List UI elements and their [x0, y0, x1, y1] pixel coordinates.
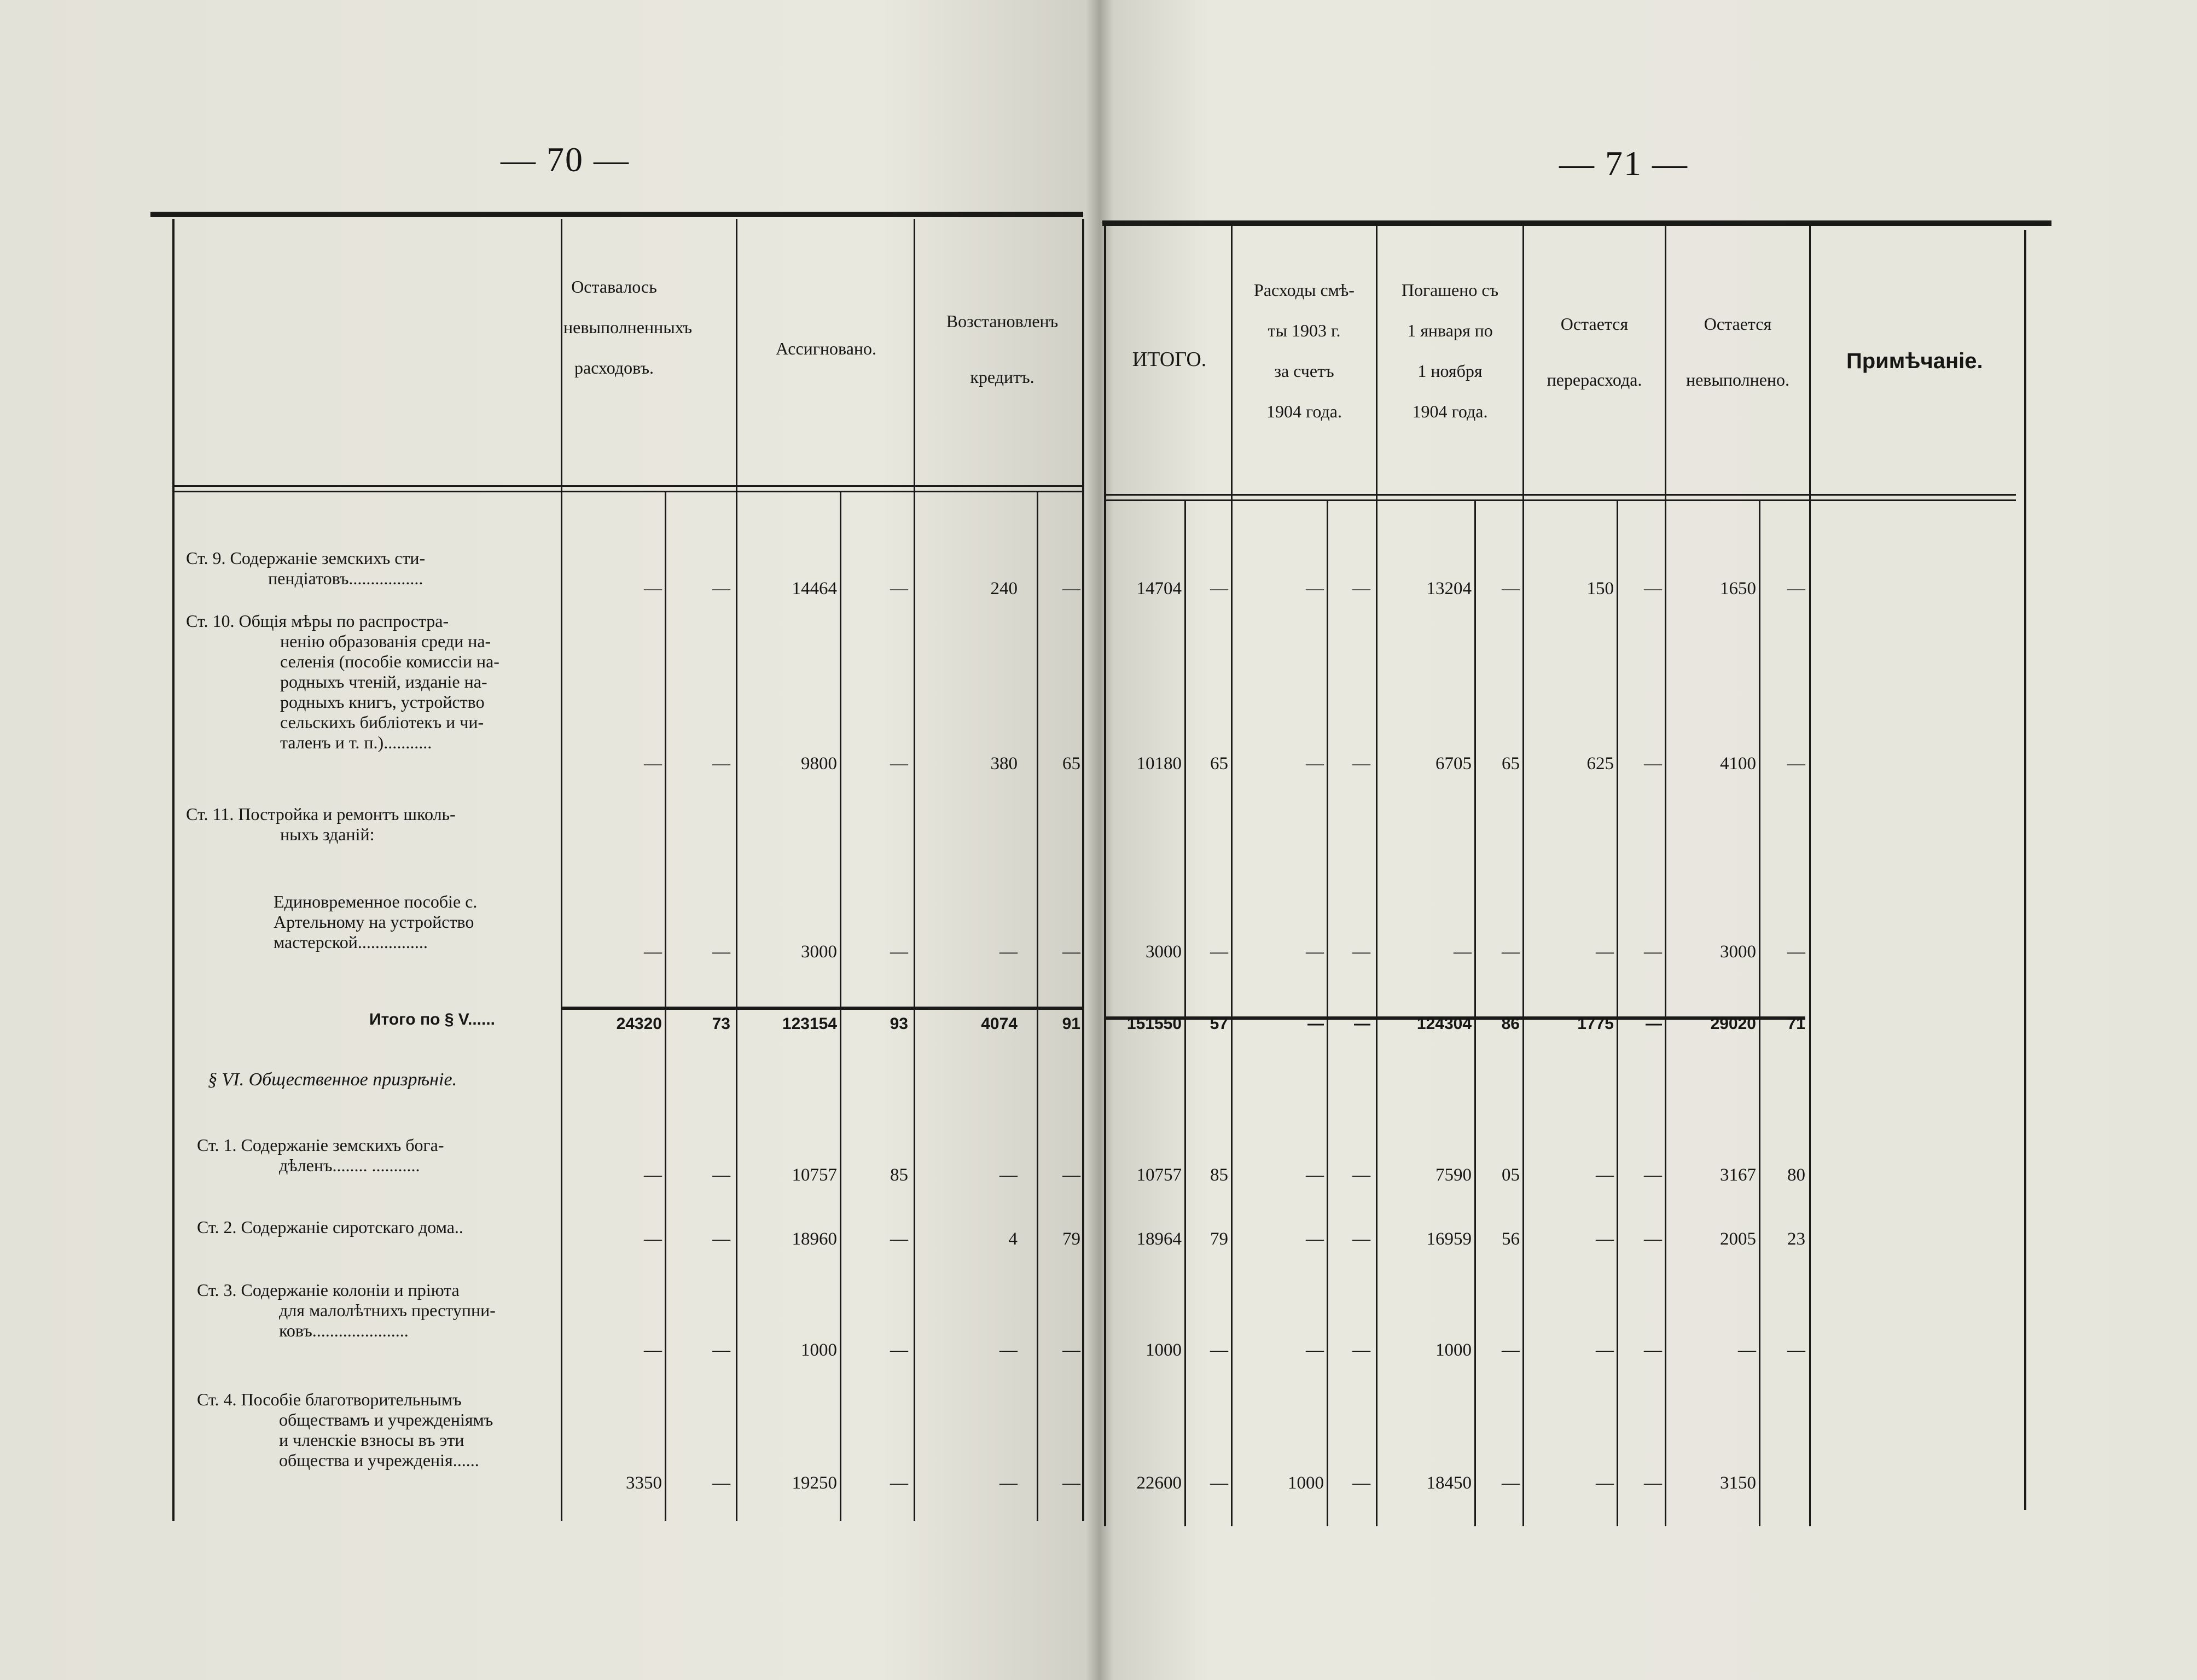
col-border	[1082, 219, 1084, 1521]
table-cell-tot-r: 18964	[1136, 1229, 1182, 1249]
table-cell-exp-k: —	[1352, 1229, 1370, 1249]
table-cell-res-k: 79	[1062, 1229, 1080, 1249]
col-border	[1184, 501, 1186, 1526]
table-cell-asg-k: —	[890, 579, 908, 598]
col-border	[1759, 501, 1760, 1526]
table-cell-rem-k: —	[712, 1229, 730, 1249]
table-cell-rep-r: 124304	[1416, 1015, 1472, 1033]
table-cell-exp-k: —	[1352, 754, 1370, 774]
table-cell-exp-k: —	[1352, 579, 1370, 598]
table-cell-rem-k: —	[712, 942, 730, 962]
table-cell-tot-r: 10757	[1136, 1165, 1182, 1185]
col-border	[1474, 501, 1476, 1526]
table-cell-ovr-r: 150	[1586, 579, 1614, 598]
table-cell-rep-k: —	[1502, 1340, 1520, 1360]
table-cell-rep-k: —	[1502, 942, 1520, 962]
row-label-artel: Единовременное пособіе с. Артельному на устройство мастерской................	[274, 892, 478, 952]
table-cell-exp-r: —	[1306, 1229, 1324, 1249]
table-cell-res-r: 240	[990, 579, 1018, 598]
col-border	[561, 219, 562, 1521]
table-cell-rep-k: —	[1502, 1473, 1520, 1493]
table-cell-exp-r: —	[1306, 1165, 1324, 1185]
table-cell-rem-r: —	[644, 942, 662, 962]
table-cell-asg-r: 10757	[792, 1165, 837, 1185]
header-total: ИТОГО.	[1132, 348, 1207, 371]
table-cell-ovr-k: —	[1644, 942, 1662, 962]
table-cell-tot-r: 14704	[1136, 579, 1182, 598]
table-cell-tot-k: 79	[1210, 1229, 1228, 1249]
table-cell-exp-r: 1000	[1288, 1473, 1324, 1493]
table-cell-rem-r: —	[644, 1340, 662, 1360]
row-label-vi-st2: Ст. 2. Содержаніе сиротскаго дома..	[197, 1217, 463, 1237]
table-cell-unf-r: 3150	[1720, 1473, 1756, 1493]
header-expenses: Расходы смѣ- ты 1903 г. за счетъ 1904 года.	[1254, 280, 1355, 421]
col-border	[2024, 230, 2026, 1510]
table-cell-unf-k: —	[1787, 1340, 1805, 1360]
table-cell-res-r: 4074	[981, 1015, 1018, 1033]
table-cell-unf-r: 1650	[1720, 579, 1756, 598]
table-cell-rem-r: —	[644, 754, 662, 774]
section-heading-vi: § VI. Общественное призрѣніе.	[208, 1069, 457, 1090]
table-cell-tot-k: —	[1210, 1340, 1228, 1360]
top-rule-left	[150, 212, 1083, 217]
col-border	[1665, 224, 1666, 1526]
table-cell-exp-k: —	[1352, 1165, 1370, 1185]
table-cell-rep-k: 86	[1501, 1015, 1520, 1033]
row-label-st10: Ст. 10. Общія мѣры по распростра- ненію образованія среди на- селенія (пособіе комиссіи на- родныхъ чтеній, изданіе на- родныхъ книгъ, устройство сельскихъ библіотекъ и чи- таленъ и т. п.)...........	[186, 611, 499, 752]
table-cell-tot-r: 1000	[1146, 1340, 1182, 1360]
table-cell-rep-r: 13204	[1426, 579, 1472, 598]
table-cell-rem-k: 73	[712, 1015, 730, 1033]
row-label-vi-st1: Ст. 1. Содержаніе земскихъ бога- дѣленъ........ ...........	[197, 1135, 444, 1175]
header-remaining: Оставалось невыполненныхъ расходовъ.	[563, 277, 693, 377]
table-cell-ovr-k: —	[1644, 1229, 1662, 1249]
table-cell-res-r: —	[999, 942, 1018, 962]
col-border	[1617, 501, 1618, 1526]
table-cell-ovr-r: 625	[1586, 754, 1614, 774]
table-cell-tot-k: 57	[1210, 1015, 1228, 1033]
table-cell-ovr-r: —	[1596, 1165, 1614, 1185]
total-rule-left	[561, 1007, 1083, 1010]
table-cell-asg-k: 85	[890, 1165, 908, 1185]
header-rule-left-a	[172, 485, 1083, 487]
table-cell-rep-r: 7590	[1435, 1165, 1472, 1185]
table-cell-ovr-k: —	[1644, 1473, 1662, 1493]
table-cell-tot-r: 22600	[1136, 1473, 1182, 1493]
table-cell-asg-k: —	[890, 1229, 908, 1249]
table-cell-unf-k: —	[1787, 754, 1805, 774]
book-gutter	[1086, 0, 1113, 1680]
table-cell-rep-k: —	[1502, 579, 1520, 598]
top-rule-right	[1102, 220, 2051, 226]
table-cell-tot-r: 3000	[1146, 942, 1182, 962]
table-cell-rep-k: 56	[1502, 1229, 1520, 1249]
table-cell-unf-k: —	[1787, 942, 1805, 962]
table-cell-tot-k: —	[1210, 579, 1228, 598]
table-cell-asg-r: 3000	[801, 942, 837, 962]
table-cell-tot-r: 151550	[1126, 1015, 1182, 1033]
table-cell-asg-r: 123154	[782, 1015, 837, 1033]
table-cell-rem-k: —	[712, 754, 730, 774]
table-cell-unf-k: 23	[1787, 1229, 1805, 1249]
col-border	[736, 219, 737, 1521]
table-cell-rem-k: —	[712, 579, 730, 598]
col-border	[172, 219, 175, 1521]
table-cell-ovr-r: —	[1596, 1229, 1614, 1249]
header-unfulfilled: Остается невыполнено.	[1685, 314, 1790, 390]
header-assigned: Ассигновано.	[775, 339, 877, 358]
table-cell-asg-r: 14464	[792, 579, 837, 598]
table-cell-exp-r: —	[1306, 942, 1324, 962]
table-cell-rem-k: —	[712, 1165, 730, 1185]
table-cell-tot-k: 85	[1210, 1165, 1228, 1185]
table-cell-tot-k: 65	[1210, 754, 1228, 774]
table-cell-exp-r: —	[1306, 754, 1324, 774]
header-rule-right-a	[1105, 494, 2016, 496]
table-cell-ovr-k: —	[1644, 579, 1662, 598]
table-cell-unf-r: 3000	[1720, 942, 1756, 962]
table-cell-asg-k: —	[890, 754, 908, 774]
header-rule-left-b	[172, 491, 1083, 492]
table-cell-exp-r: —	[1307, 1015, 1324, 1033]
table-cell-rem-r: —	[644, 579, 662, 598]
table-cell-unf-r: 3167	[1720, 1165, 1756, 1185]
table-cell-rem-k: —	[712, 1340, 730, 1360]
table-cell-rem-k: —	[712, 1473, 730, 1493]
table-cell-ovr-k: —	[1646, 1015, 1662, 1033]
table-cell-exp-k: —	[1354, 1015, 1370, 1033]
table-cell-res-r: 4	[1008, 1229, 1018, 1249]
table-cell-rep-r: 18450	[1426, 1473, 1472, 1493]
table-cell-ovr-r: —	[1596, 1473, 1614, 1493]
right-page	[1100, 0, 2197, 1680]
table-cell-unf-r: —	[1738, 1340, 1756, 1360]
table-cell-res-k: —	[1062, 1165, 1080, 1185]
table-cell-unf-r: 29020	[1710, 1015, 1756, 1033]
table-cell-res-r: 380	[990, 754, 1018, 774]
col-border	[1104, 224, 1106, 1526]
table-cell-rep-r: 6705	[1435, 754, 1472, 774]
table-cell-exp-r: —	[1306, 579, 1324, 598]
table-cell-rep-k: 05	[1502, 1165, 1520, 1185]
table-cell-ovr-k: —	[1644, 1165, 1662, 1185]
header-repaid: Погашено съ 1 января по 1 ноября 1904 года.	[1401, 280, 1499, 421]
table-cell-tot-r: 10180	[1136, 754, 1182, 774]
page-number-left: — 70 —	[501, 140, 630, 179]
table-cell-asg-r: 1000	[801, 1340, 837, 1360]
table-cell-tot-k: —	[1210, 942, 1228, 962]
table-cell-res-r: —	[999, 1340, 1018, 1360]
table-cell-ovr-k: —	[1644, 754, 1662, 774]
table-cell-exp-k: —	[1352, 1473, 1370, 1493]
header-restored: Возстановленъ кредитъ.	[946, 311, 1059, 387]
table-cell-res-k: 65	[1062, 754, 1080, 774]
row-label-vi-st3: Ст. 3. Содержаніе колоніи и пріюта для малолѣтнихъ преступни- ковъ......................	[197, 1280, 496, 1340]
table-cell-asg-k: 93	[890, 1015, 908, 1033]
table-cell-unf-r: 4100	[1720, 754, 1756, 774]
col-border	[1522, 224, 1524, 1526]
table-cell-rem-r: 24320	[616, 1015, 662, 1033]
table-cell-asg-r: 19250	[792, 1473, 837, 1493]
table-cell-res-r: —	[999, 1473, 1018, 1493]
table-cell-ovr-r: —	[1596, 942, 1614, 962]
table-cell-res-k: 91	[1062, 1015, 1080, 1033]
table-cell-exp-k: —	[1352, 942, 1370, 962]
table-cell-rep-k: 65	[1502, 754, 1520, 774]
table-cell-res-r: —	[999, 1165, 1018, 1185]
table-cell-res-k: —	[1062, 1473, 1080, 1493]
table-cell-rep-r: 1000	[1435, 1340, 1472, 1360]
row-label-st11: Ст. 11. Постройка и ремонтъ школь- ныхъ зданій:	[186, 804, 456, 844]
header-note: Примѣчаніе.	[1846, 349, 1983, 373]
table-cell-rem-r: 3350	[626, 1473, 662, 1493]
table-cell-res-k: —	[1062, 942, 1080, 962]
col-border	[914, 219, 915, 1521]
table-cell-exp-r: —	[1306, 1340, 1324, 1360]
table-cell-res-k: —	[1062, 579, 1080, 598]
table-cell-rem-r: —	[644, 1229, 662, 1249]
table-cell-ovr-r: —	[1596, 1340, 1614, 1360]
table-cell-unf-r: 2005	[1720, 1229, 1756, 1249]
table-cell-unf-k: 71	[1787, 1015, 1805, 1033]
table-cell-tot-k: —	[1210, 1473, 1228, 1493]
row-label-st9: Ст. 9. Содержаніе земскихъ сти- пендіатовъ.................	[186, 548, 426, 588]
table-cell-asg-k: —	[890, 1340, 908, 1360]
table-cell-unf-k: 80	[1787, 1165, 1805, 1185]
table-cell-rem-r: —	[644, 1165, 662, 1185]
table-cell-ovr-r: 1775	[1577, 1015, 1614, 1033]
table-cell-exp-k: —	[1352, 1340, 1370, 1360]
table-cell-asg-k: —	[890, 1473, 908, 1493]
table-cell-rep-r: 16959	[1426, 1229, 1472, 1249]
table-cell-rep-r: —	[1454, 942, 1472, 962]
col-border	[1327, 501, 1328, 1526]
table-cell-asg-k: —	[890, 942, 908, 962]
table-cell-unf-k: —	[1787, 579, 1805, 598]
row-label-total-v: Итого по § V......	[369, 1010, 496, 1028]
row-label-vi-st4: Ст. 4. Пособіе благотворительнымъ обществамъ и учрежденіямъ и членскіе взносы въ эти общества и учрежденія......	[197, 1390, 493, 1470]
table-cell-ovr-k: —	[1644, 1340, 1662, 1360]
table-cell-res-k: —	[1062, 1340, 1080, 1360]
table-cell-asg-r: 18960	[792, 1229, 837, 1249]
page-number-right: — 71 —	[1559, 144, 1688, 183]
header-rule-right-b	[1105, 499, 2016, 501]
table-cell-asg-r: 9800	[801, 754, 837, 774]
col-border	[1809, 224, 1811, 1526]
header-overrun: Остается перерасхода.	[1547, 314, 1642, 390]
